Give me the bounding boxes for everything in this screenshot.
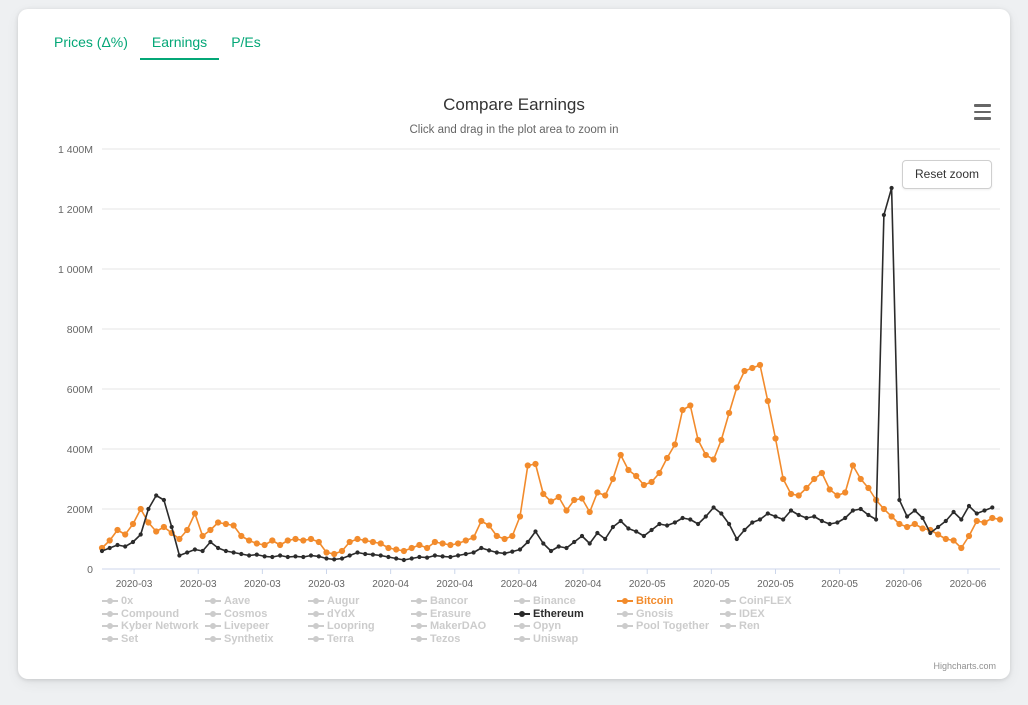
legend-item-binance[interactable]: Binance (533, 595, 576, 608)
svg-text:2020-04: 2020-04 (564, 579, 602, 590)
svg-text:2020-06: 2020-06 (949, 579, 987, 590)
legend-item-uniswap[interactable]: Uniswap (533, 632, 579, 645)
tab-earnings[interactable]: Earnings (140, 9, 219, 60)
svg-text:2020-04: 2020-04 (436, 579, 474, 590)
highcharts-credits[interactable]: Highcharts.com (933, 661, 996, 671)
svg-text:0: 0 (87, 564, 93, 576)
legend-spacer (823, 620, 926, 633)
legend-item-aave[interactable]: Aave (224, 595, 251, 608)
chart-container (18, 63, 1010, 679)
legend-item-livepeer[interactable]: Livepeer (224, 620, 270, 633)
legend-item-ren[interactable]: Ren (739, 620, 760, 633)
legend-item-loopring[interactable]: Loopring (327, 620, 375, 633)
legend-item-dydx[interactable]: dYdX (327, 607, 356, 620)
legend-item-bitcoin[interactable]: Bitcoin (636, 595, 674, 608)
svg-text:2020-03: 2020-03 (244, 579, 281, 590)
svg-text:2020-05: 2020-05 (628, 579, 666, 590)
legend-item-ethereum[interactable]: Ethereum (533, 607, 584, 620)
legend-item-pool-together[interactable]: Pool Together (636, 620, 710, 633)
legend-item-synthetix[interactable]: Synthetix (224, 632, 274, 645)
svg-text:1 200M: 1 200M (57, 204, 93, 216)
svg-text:800M: 800M (66, 324, 93, 336)
chart-plot-area[interactable] (18, 63, 1010, 590)
legend-item-coinflex[interactable]: CoinFLEX (739, 595, 792, 608)
reset-zoom-button[interactable]: Reset zoom (902, 160, 992, 189)
svg-text:1 000M: 1 000M (57, 264, 93, 276)
legend-item-terra[interactable]: Terra (327, 632, 354, 645)
legend-item-0x[interactable]: 0x (121, 595, 134, 608)
legend-spacer (823, 595, 926, 608)
legend-item-idex[interactable]: IDEX (739, 607, 765, 620)
legend-item-erasure[interactable]: Erasure (430, 607, 471, 620)
svg-text:2020-03: 2020-03 (179, 579, 217, 590)
legend-item-opyn[interactable]: Opyn (533, 620, 562, 633)
chart-card (18, 9, 1010, 679)
legend-item-set[interactable]: Set (121, 632, 139, 645)
legend-item-tezos[interactable]: Tezos (430, 632, 461, 645)
svg-text:400M: 400M (66, 444, 93, 456)
svg-text:2020-05: 2020-05 (693, 579, 730, 590)
legend-item-augur[interactable]: Augur (327, 595, 360, 608)
tab-pes[interactable]: P/Es (231, 34, 261, 50)
svg-text:600M: 600M (66, 384, 93, 396)
legend-item-compound[interactable]: Compound (121, 607, 180, 620)
svg-text:200M: 200M (66, 504, 93, 516)
svg-text:2020-03: 2020-03 (308, 579, 345, 590)
chart-legend (18, 595, 1010, 645)
legend-item-makerdao[interactable]: MakerDAO (430, 620, 487, 633)
legend-item-kyber-network[interactable]: Kyber Network (121, 620, 199, 633)
legend-item-cosmos[interactable]: Cosmos (224, 607, 268, 620)
svg-text:2020-04: 2020-04 (500, 579, 538, 590)
tab-prices[interactable]: Prices (Δ%) (54, 34, 128, 50)
svg-text:2020-04: 2020-04 (372, 579, 409, 590)
svg-text:2020-05: 2020-05 (821, 579, 858, 590)
svg-text:2020-06: 2020-06 (885, 579, 923, 590)
tab-bar (18, 9, 1010, 63)
chart-title: Compare Earnings (443, 95, 585, 114)
chart-subtitle: Click and drag in the plot area to zoom in (409, 124, 619, 136)
legend-item-gnosis[interactable]: Gnosis (636, 607, 674, 620)
legend-item-bancor[interactable]: Bancor (430, 595, 468, 608)
svg-text:2020-05: 2020-05 (757, 579, 794, 590)
svg-text:2020-03: 2020-03 (115, 579, 153, 590)
svg-text:1 400M: 1 400M (57, 144, 93, 156)
legend-spacer (823, 608, 926, 621)
